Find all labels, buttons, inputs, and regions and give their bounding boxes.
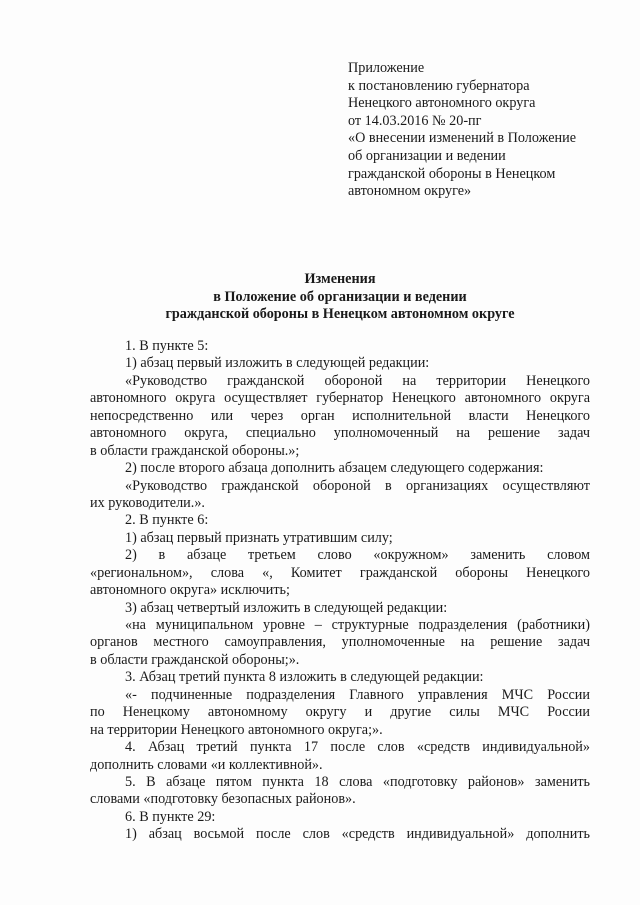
body-line: 1. В пункте 5: (125, 338, 209, 354)
title-line: в Положение об организации и ведении (213, 288, 467, 305)
body-line: «Руководство гражданской обороной в организациях осуществляют (125, 477, 590, 494)
appendix-line: об организации и ведении (348, 147, 506, 164)
body-line: «региональном», слова «, Комитет гражданской обороны Ненецкого (90, 564, 590, 581)
body-line: 4. Абзац третий пункта 17 после слов «средств индивидуальной» (125, 739, 590, 756)
body-line: «на муниципальном уровне – структурные подразделения (работники) (125, 617, 590, 633)
body-line: 1) абзац восьмой после слов «средств индивидуальной» дополнить (125, 826, 590, 843)
body-line: органов местного самоуправления, уполномоченные на решение задач (90, 634, 590, 651)
body-line: 3. Абзац третий пункта 8 изложить в следующей редакции: (125, 669, 484, 686)
body-line: на территории Ненецкого автономного округа;». (90, 721, 383, 738)
body-line: в области гражданской обороны;». (90, 651, 300, 668)
body-line: словами «подготовку безопасных районов». (90, 791, 356, 808)
body-line: автономного округа» исключить; (90, 582, 290, 599)
appendix-line: Приложение (348, 60, 425, 76)
appendix-line: Ненецкого автономного округа (348, 95, 536, 112)
body-line: 1) абзац первый признать утратившим силу; (125, 529, 393, 546)
body-line: 2. В пункте 6: (125, 512, 209, 529)
body-line: по Ненецкому автономному округу и другие силы МЧС России (90, 704, 590, 721)
appendix-line: от 14.03.2016 № 20-пг (348, 112, 482, 129)
body-line: «Руководство гражданской обороной на территории Ненецкого (125, 372, 590, 389)
body-line: 1) абзац первый изложить в следующей редакции: (125, 355, 430, 372)
title-line: Изменения (304, 271, 376, 287)
body-line: автономного округа осуществляет губернатор Ненецкого автономного округа (90, 390, 590, 407)
body-line: автономного округа, специально уполномоченный на решение задач (90, 425, 590, 442)
body-line: дополнить словами «и коллективной». (90, 756, 323, 773)
appendix-line: автономном округе» (348, 183, 472, 200)
body-line: «- подчиненные подразделения Главного управления МЧС России (125, 686, 590, 703)
body-line: непосредственно или через орган исполнительной власти Ненецкого (90, 407, 590, 424)
body-line: 3) абзац четвертый изложить в следующей редакции: (125, 599, 448, 616)
body-line: 5. В абзаце пятом пункта 18 слова «подготовку районов» заменить (125, 773, 590, 790)
body-line: в области гражданской обороны.»; (90, 442, 300, 459)
appendix-line: гражданской обороны в Ненецком (348, 165, 556, 182)
body-line: 2) в абзаце третьем слово «окружном» заменить словом (125, 547, 590, 564)
document-body (90, 338, 590, 844)
appendix-line: к постановлению губернатора (348, 77, 530, 94)
document-title (90, 271, 590, 324)
title-line: гражданской обороны в Ненецком автономном округе (165, 306, 515, 323)
appendix-line: «О внесении изменений в Положение (348, 130, 577, 147)
appendix-header (348, 60, 608, 201)
body-line: их руководители.». (90, 494, 205, 511)
body-line: 2) после второго абзаца дополнить абзацем следующего содержания: (125, 460, 544, 477)
body-line: 6. В пункте 29: (125, 808, 216, 825)
